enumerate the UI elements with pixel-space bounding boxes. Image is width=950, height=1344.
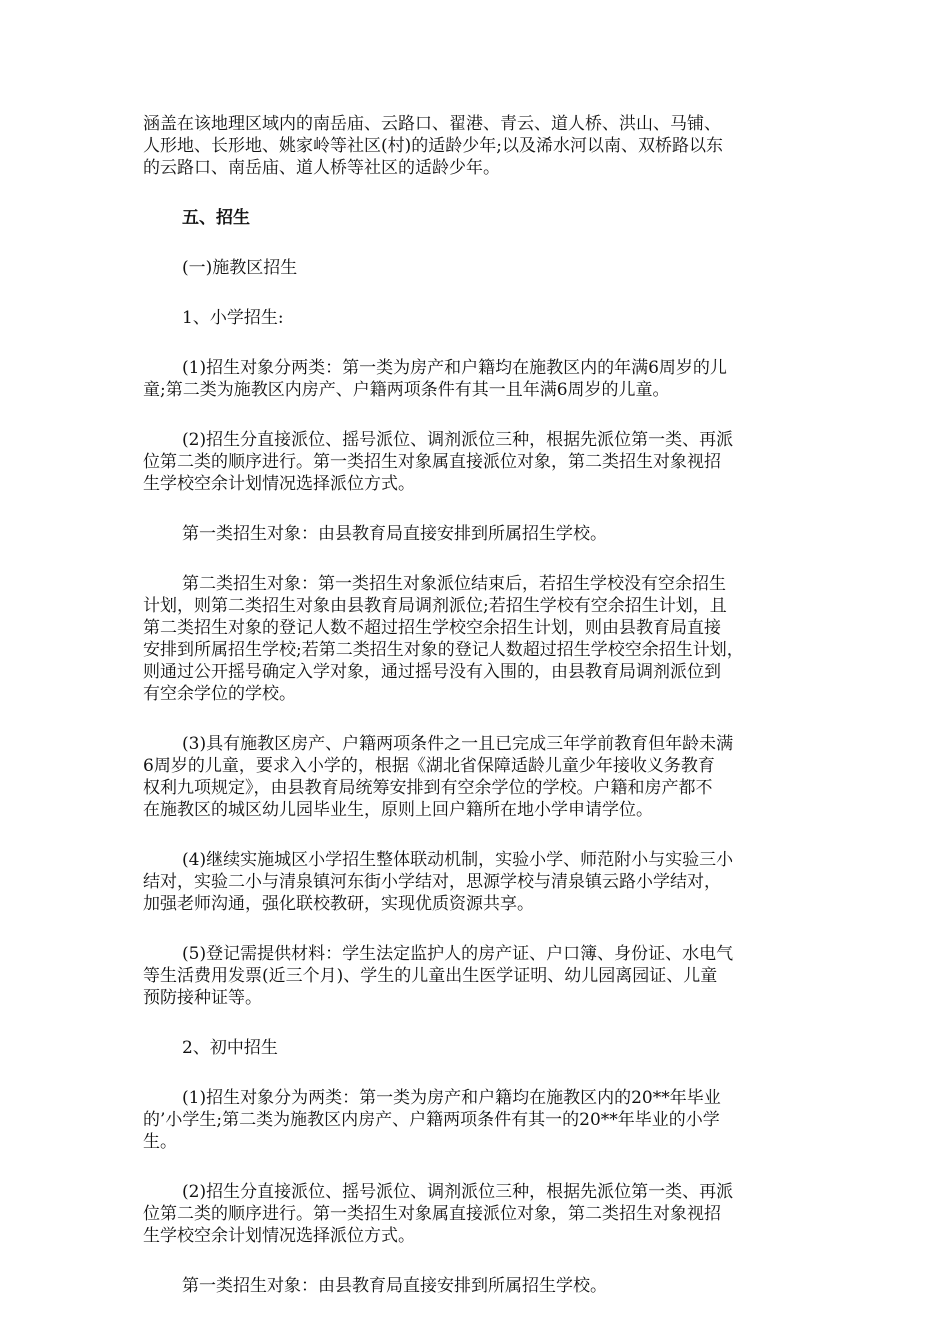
paragraph-primary-category-2: [143, 573, 815, 705]
text-line: 的云路口、南岳庙、道人桥等社区的适龄少年。: [143, 158, 500, 178]
section-heading-text: 五、招生: [182, 208, 250, 228]
text-line: (1)招生对象分两类：第一类为房产和户籍均在施教区内的年满6周岁的儿: [182, 358, 727, 378]
text-line: 安排到所属招生学校;若第二类招生对象的登记人数超过招生学校空余招生计划，: [143, 640, 744, 660]
text-line: 生。: [143, 1132, 177, 1152]
section-heading-enrollment: [143, 207, 815, 229]
text-line: 涵盖在该地理区域内的南岳庙、云路口、翟港、青云、道人桥、洪山、马铺、: [143, 114, 721, 134]
paragraph-coverage-area: [143, 113, 815, 179]
text-line: 第二类招生对象的登记人数不超过招生学校空余招生计划，则由县教育局直接: [143, 618, 721, 638]
paragraph-primary-category-1: [143, 523, 815, 545]
subheading-primary-enrollment: [143, 307, 815, 329]
text-line: 结对，实验二小与清泉镇河东街小学结对，思源学校与清泉镇云路小学结对，: [143, 872, 721, 892]
paragraph-primary-item-1: [143, 357, 815, 401]
subheading-text: 1、小学招生:: [182, 308, 284, 328]
subheading-text: 2、初中招生: [182, 1038, 278, 1058]
paragraph-primary-item-5: [143, 943, 815, 1009]
text-line: 的’小学生;第二类为施教区内房产、户籍两项条件有其一的20**年毕业的小学: [143, 1110, 720, 1130]
text-line: 位第二类的顺序进行。第一类招生对象属直接派位对象，第二类招生对象视招: [143, 1204, 721, 1224]
text-line: 加强老师沟通，强化联校教研，实现优质资源共享。: [143, 894, 534, 914]
text-line: 生学校空余计划情况选择派位方式。: [143, 1226, 415, 1246]
text-line: (1)招生对象分为两类：第一类为房产和户籍均在施教区内的20**年毕业: [182, 1088, 721, 1108]
text-line: 权利九项规定》，由县教育局统筹安排到有空余学位的学校。户籍和房产都不: [143, 778, 713, 798]
text-line: 则通过公开摇号确定入学对象，通过摇号没有入围的，由县教育局调剂派位到: [143, 662, 721, 682]
text-line: 在施教区的城区幼儿园毕业生，原则上回户籍所在地小学申请学位。: [143, 800, 653, 820]
text-line: 等生活费用发票(近三个月)、学生的儿童出生医学证明、幼儿园离园证、儿童: [143, 966, 718, 986]
paragraph-primary-item-3: [143, 733, 815, 821]
text-line: 有空余学位的学校。: [143, 684, 296, 704]
text-line: (2)招生分直接派位、摇号派位、调剂派位三种，根据先派位第一类、再派: [182, 1182, 734, 1202]
text-line: (4)继续实施城区小学招生整体联动机制，实验小学、师范附小与实验三小: [182, 850, 734, 870]
paragraph-junior-category-1: [143, 1275, 815, 1297]
text-line: (5)登记需提供材料：学生法定监护人的房产证、户口簿、身份证、水电气: [182, 944, 734, 964]
text-line: 预防接种证等。: [143, 988, 262, 1008]
subheading-district-enrollment: [143, 257, 815, 279]
paragraph-primary-item-2: [143, 429, 815, 495]
paragraph-primary-item-4: [143, 849, 815, 915]
text-line: 童;第二类为施教区内房产、户籍两项条件有其一且年满6周岁的儿童。: [143, 380, 670, 400]
subheading-junior-enrollment: [143, 1037, 815, 1059]
text-line: 计划，则第二类招生对象由县教育局调剂派位;若招生学校有空余招生计划，且: [143, 596, 727, 616]
paragraph-junior-item-2: [143, 1181, 815, 1247]
text-line: 位第二类的顺序进行。第一类招生对象属直接派位对象，第二类招生对象视招: [143, 452, 721, 472]
subheading-text: (一)施教区招生: [182, 258, 298, 278]
text-line: 人形地、长形地、姚家岭等社区(村)的适龄少年;以及浠水河以南、双桥路以东: [143, 136, 723, 156]
text-line: 生学校空余计划情况选择派位方式。: [143, 474, 415, 494]
document-body: [143, 113, 815, 1325]
text-line: (3)具有施教区房产、户籍两项条件之一且已完成三年学前教育但年龄未满: [182, 734, 734, 754]
text-line: 第一类招生对象：由县教育局直接安排到所属招生学校。: [182, 1276, 607, 1296]
paragraph-junior-item-1: [143, 1087, 815, 1153]
text-line: (2)招生分直接派位、摇号派位、调剂派位三种，根据先派位第一类、再派: [182, 430, 734, 450]
text-line: 第二类招生对象：第一类招生对象派位结束后，若招生学校没有空余招生: [182, 574, 726, 594]
text-line: 6周岁的儿童，要求入小学的，根据《湖北省保障适龄儿童少年接收义务教育: [143, 756, 715, 776]
text-line: 第一类招生对象：由县教育局直接安排到所属招生学校。: [182, 524, 607, 544]
